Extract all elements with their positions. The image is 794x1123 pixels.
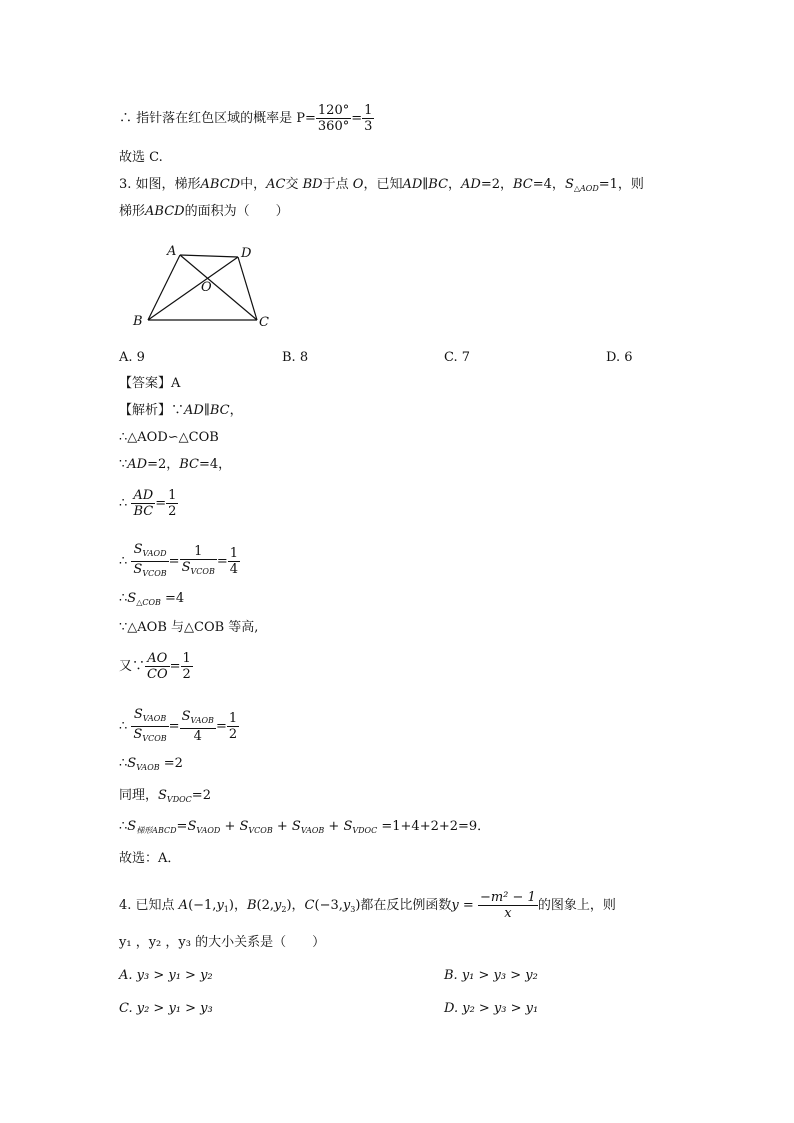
side-ad: [180, 255, 238, 257]
q3-var: O: [352, 177, 364, 192]
q3-option-a: A. 9: [119, 350, 145, 365]
q4-option-a: A. y₃ > y₁ > y₂: [119, 968, 213, 983]
sol-var: S: [187, 819, 197, 834]
q4-var: C: [304, 898, 315, 913]
q3-var: AD: [461, 177, 481, 192]
fraction-numerator: 1: [229, 546, 239, 561]
q3-text: ，已知: [363, 177, 403, 192]
q3-text: 于点: [322, 177, 349, 192]
inverse-function-fraction: [478, 890, 538, 921]
diagonal-ac: [180, 255, 257, 320]
equals-sign: =: [458, 898, 478, 913]
fraction-numerator: AO: [145, 651, 170, 667]
fraction-numerator: 1: [182, 651, 191, 666]
q3-subscript: △AOD: [573, 184, 599, 193]
sol-text: =2，: [147, 457, 180, 472]
area-ratio-aob-value: [227, 711, 239, 742]
q3-text: 中，: [240, 177, 267, 192]
ratio-value: [166, 488, 178, 519]
sol-var: S: [181, 560, 191, 575]
q4-text: 的图象上，则: [537, 898, 616, 913]
equals-sign: =: [176, 819, 188, 834]
fraction-denominator: 360°: [317, 119, 350, 134]
plus-sign: +: [220, 819, 240, 834]
label-o: O: [201, 280, 212, 295]
q3-text: ，: [448, 177, 462, 192]
fraction-numerator: 120°: [317, 103, 350, 118]
solution-line-1: [119, 402, 243, 420]
sol-var: S: [127, 819, 137, 834]
sol-var: S: [133, 562, 143, 577]
label-d: D: [241, 246, 252, 261]
fraction-numerator: 1: [180, 544, 217, 560]
side-dc: [238, 257, 257, 320]
sol-var: S: [291, 819, 301, 834]
ratio-ao-co: [145, 651, 170, 682]
sol-var: AD∥BC: [184, 403, 230, 418]
q4-text: (−3,: [314, 898, 343, 913]
solution-line-8: [119, 651, 193, 682]
solution-line-4: [119, 488, 178, 519]
sol-subscript: VAOB: [136, 763, 160, 772]
q3-option-b: B. 8: [282, 350, 309, 365]
plus-sign: +: [324, 819, 344, 834]
sol-subscript: 梯形ABCD: [136, 826, 177, 835]
sol-var: S: [127, 756, 137, 771]
probability-result-fraction: [362, 103, 374, 134]
plus-sign: +: [272, 819, 292, 834]
sol-subscript: VCOB: [142, 734, 167, 743]
q3-text: 梯形: [119, 204, 146, 219]
solution-line-5: [119, 542, 240, 581]
fraction-denominator: 4: [193, 729, 202, 744]
probability-fraction: [316, 103, 351, 134]
sol-text: =1+4+2+2=9．: [377, 819, 491, 834]
q4-subscript: 2: [281, 905, 287, 914]
sol-text: ∴: [119, 719, 128, 734]
area-ratio-value: [228, 546, 240, 577]
q4-subscript: 1: [223, 905, 229, 914]
sol-text: ∴: [119, 756, 128, 771]
area-ratio-aob-cob: [131, 707, 168, 746]
q4-text: ): [355, 898, 361, 913]
solution-line-11: [119, 787, 211, 809]
sol-text: ∴: [119, 819, 128, 834]
area-ratio-aob-4: [180, 709, 216, 744]
question-3-line-1: [119, 176, 644, 198]
solution-line-12: [119, 818, 490, 840]
sol-subscript: VAOD: [142, 549, 167, 558]
equals-sign: =: [168, 719, 180, 734]
probability-prefix: ∴ 指针落在红色区域的概率是 P=: [119, 111, 316, 126]
fraction-numerator: 1: [364, 103, 373, 118]
q3-var: BC: [513, 177, 533, 192]
q3-option-d: D. 6: [606, 350, 633, 365]
solution-line-6: [119, 590, 184, 612]
sol-text: 【解析】∵: [119, 403, 185, 418]
q3-var: AD∥BC: [402, 177, 449, 192]
q4-text: (2,: [256, 898, 275, 913]
sol-text: ∴: [119, 554, 128, 569]
sol-text: =2: [191, 788, 211, 803]
sol-subscript: VDOC: [352, 826, 378, 835]
solution-line-2: ∴△AOD∽△COB: [119, 430, 219, 445]
q4-text: (−1,: [188, 898, 217, 913]
q4-text: 4. 已知点: [119, 898, 179, 913]
q3-var: BD: [302, 177, 323, 192]
q3-text: =4，: [532, 177, 565, 192]
fraction-denominator: 2: [168, 504, 177, 519]
q4-option-d: D. y₂ > y₃ > y₁: [444, 1001, 539, 1016]
q3-text: =1，则: [598, 177, 644, 192]
solution-line-9: [119, 707, 239, 746]
sol-var: S: [158, 788, 167, 803]
fraction-denominator: x: [504, 906, 512, 921]
fraction-denominator: CO: [147, 667, 168, 682]
sol-text: =2: [159, 756, 183, 771]
equals-sign: =: [216, 554, 228, 569]
q4-text: )，: [228, 898, 247, 913]
equals-sign: =: [351, 111, 363, 126]
sol-var: S: [127, 591, 137, 606]
question-4-line-1: [119, 890, 616, 921]
q4-var: y: [342, 898, 351, 913]
q4-var: B: [246, 898, 257, 913]
question-3-line-2: [119, 203, 289, 221]
q4-var: A: [178, 898, 189, 913]
q3-var: S: [564, 177, 574, 192]
sol-subscript: VDOC: [166, 795, 192, 804]
q4-text: 都在反比例函数: [360, 898, 452, 913]
sol-var: S: [181, 709, 191, 724]
q3-text: 的面积为（ ）: [184, 204, 289, 219]
equals-sign: =: [169, 659, 181, 674]
label-a: A: [167, 244, 177, 259]
sol-subscript: VAOB: [190, 716, 214, 725]
sol-subscript: VAOB: [142, 714, 167, 723]
sol-var: BC: [179, 457, 200, 472]
area-ratio-fraction-2: [180, 544, 217, 579]
label-c: C: [259, 315, 269, 330]
fraction-numerator: AD: [133, 488, 154, 503]
equals-sign: =: [168, 554, 180, 569]
q4-subscript: 3: [350, 905, 356, 914]
q3-var: ABCD: [200, 177, 241, 192]
fraction-numerator: 1: [168, 488, 177, 503]
sol-subscript: VAOD: [196, 826, 221, 835]
q3-option-c: C. 7: [444, 350, 471, 365]
equals-sign: =: [155, 496, 167, 511]
q4-var: y: [216, 898, 224, 913]
solution-line-13: 故选：A．: [119, 851, 181, 866]
trapezoid-figure: [130, 240, 280, 340]
fraction-denominator: 4: [229, 562, 239, 577]
probability-line: [119, 103, 374, 134]
equals-sign: =: [215, 719, 227, 734]
sol-text: ，: [229, 403, 243, 418]
sol-var: S: [133, 542, 143, 557]
area-ratio-fraction: [131, 542, 168, 581]
sol-subscript: VCOB: [190, 567, 215, 576]
fraction-numerator: 1: [228, 711, 238, 726]
fraction-denominator: 2: [228, 727, 238, 742]
sol-var: S: [343, 819, 353, 834]
q4-text: )，: [286, 898, 305, 913]
q3-text: 3. 如图，梯形: [119, 177, 201, 192]
side-ba: [148, 255, 180, 320]
sol-text: ∴: [119, 591, 128, 606]
fraction-denominator: BC: [133, 504, 154, 519]
q3-text: 交: [285, 177, 299, 192]
sol-text: 又∵: [119, 659, 146, 674]
question-4-line-2: y₁ ，y₂ ，y₃ 的大小关系是（ ）: [119, 935, 326, 950]
sol-subscript: VCOB: [248, 826, 273, 835]
solution-line-3: [119, 456, 231, 474]
solution-line-7: ∵△AOB 与△COB 等高,: [119, 620, 259, 635]
ratio-ad-bc: [131, 488, 155, 519]
q4-option-b: B. y₁ > y₃ > y₂: [444, 968, 538, 983]
fraction-numerator: −m² − 1: [479, 890, 536, 905]
ratio-ao-co-value: [181, 651, 193, 682]
q4-var: y: [451, 898, 459, 913]
sol-var: S: [133, 727, 143, 742]
q4-option-c: C. y₂ > y₁ > y₃: [119, 1001, 213, 1016]
answer-choice-c: 故选 C.: [119, 150, 163, 165]
sol-subscript: △COB: [136, 598, 161, 607]
fraction-denominator: 3: [364, 119, 373, 134]
sol-text: 同理，: [119, 788, 159, 803]
q3-answer: 【答案】A: [119, 376, 181, 391]
solution-line-10: [119, 755, 183, 777]
label-b: B: [133, 314, 143, 329]
sol-var: S: [133, 707, 143, 722]
q3-var: AC: [266, 177, 286, 192]
sol-var: S: [239, 819, 249, 834]
sol-text: ∴: [119, 496, 128, 511]
sol-text: =4，: [199, 457, 232, 472]
sol-var: AD: [127, 457, 148, 472]
sol-subscript: VCOB: [142, 569, 167, 578]
fraction-denominator: 2: [182, 667, 191, 682]
sol-text: =4: [160, 591, 185, 606]
q3-text: =2，: [480, 177, 514, 192]
sol-text: ∵: [119, 457, 128, 472]
q4-var: y: [274, 898, 282, 913]
sol-subscript: VAOB: [300, 826, 325, 835]
q3-var: ABCD: [145, 204, 185, 219]
